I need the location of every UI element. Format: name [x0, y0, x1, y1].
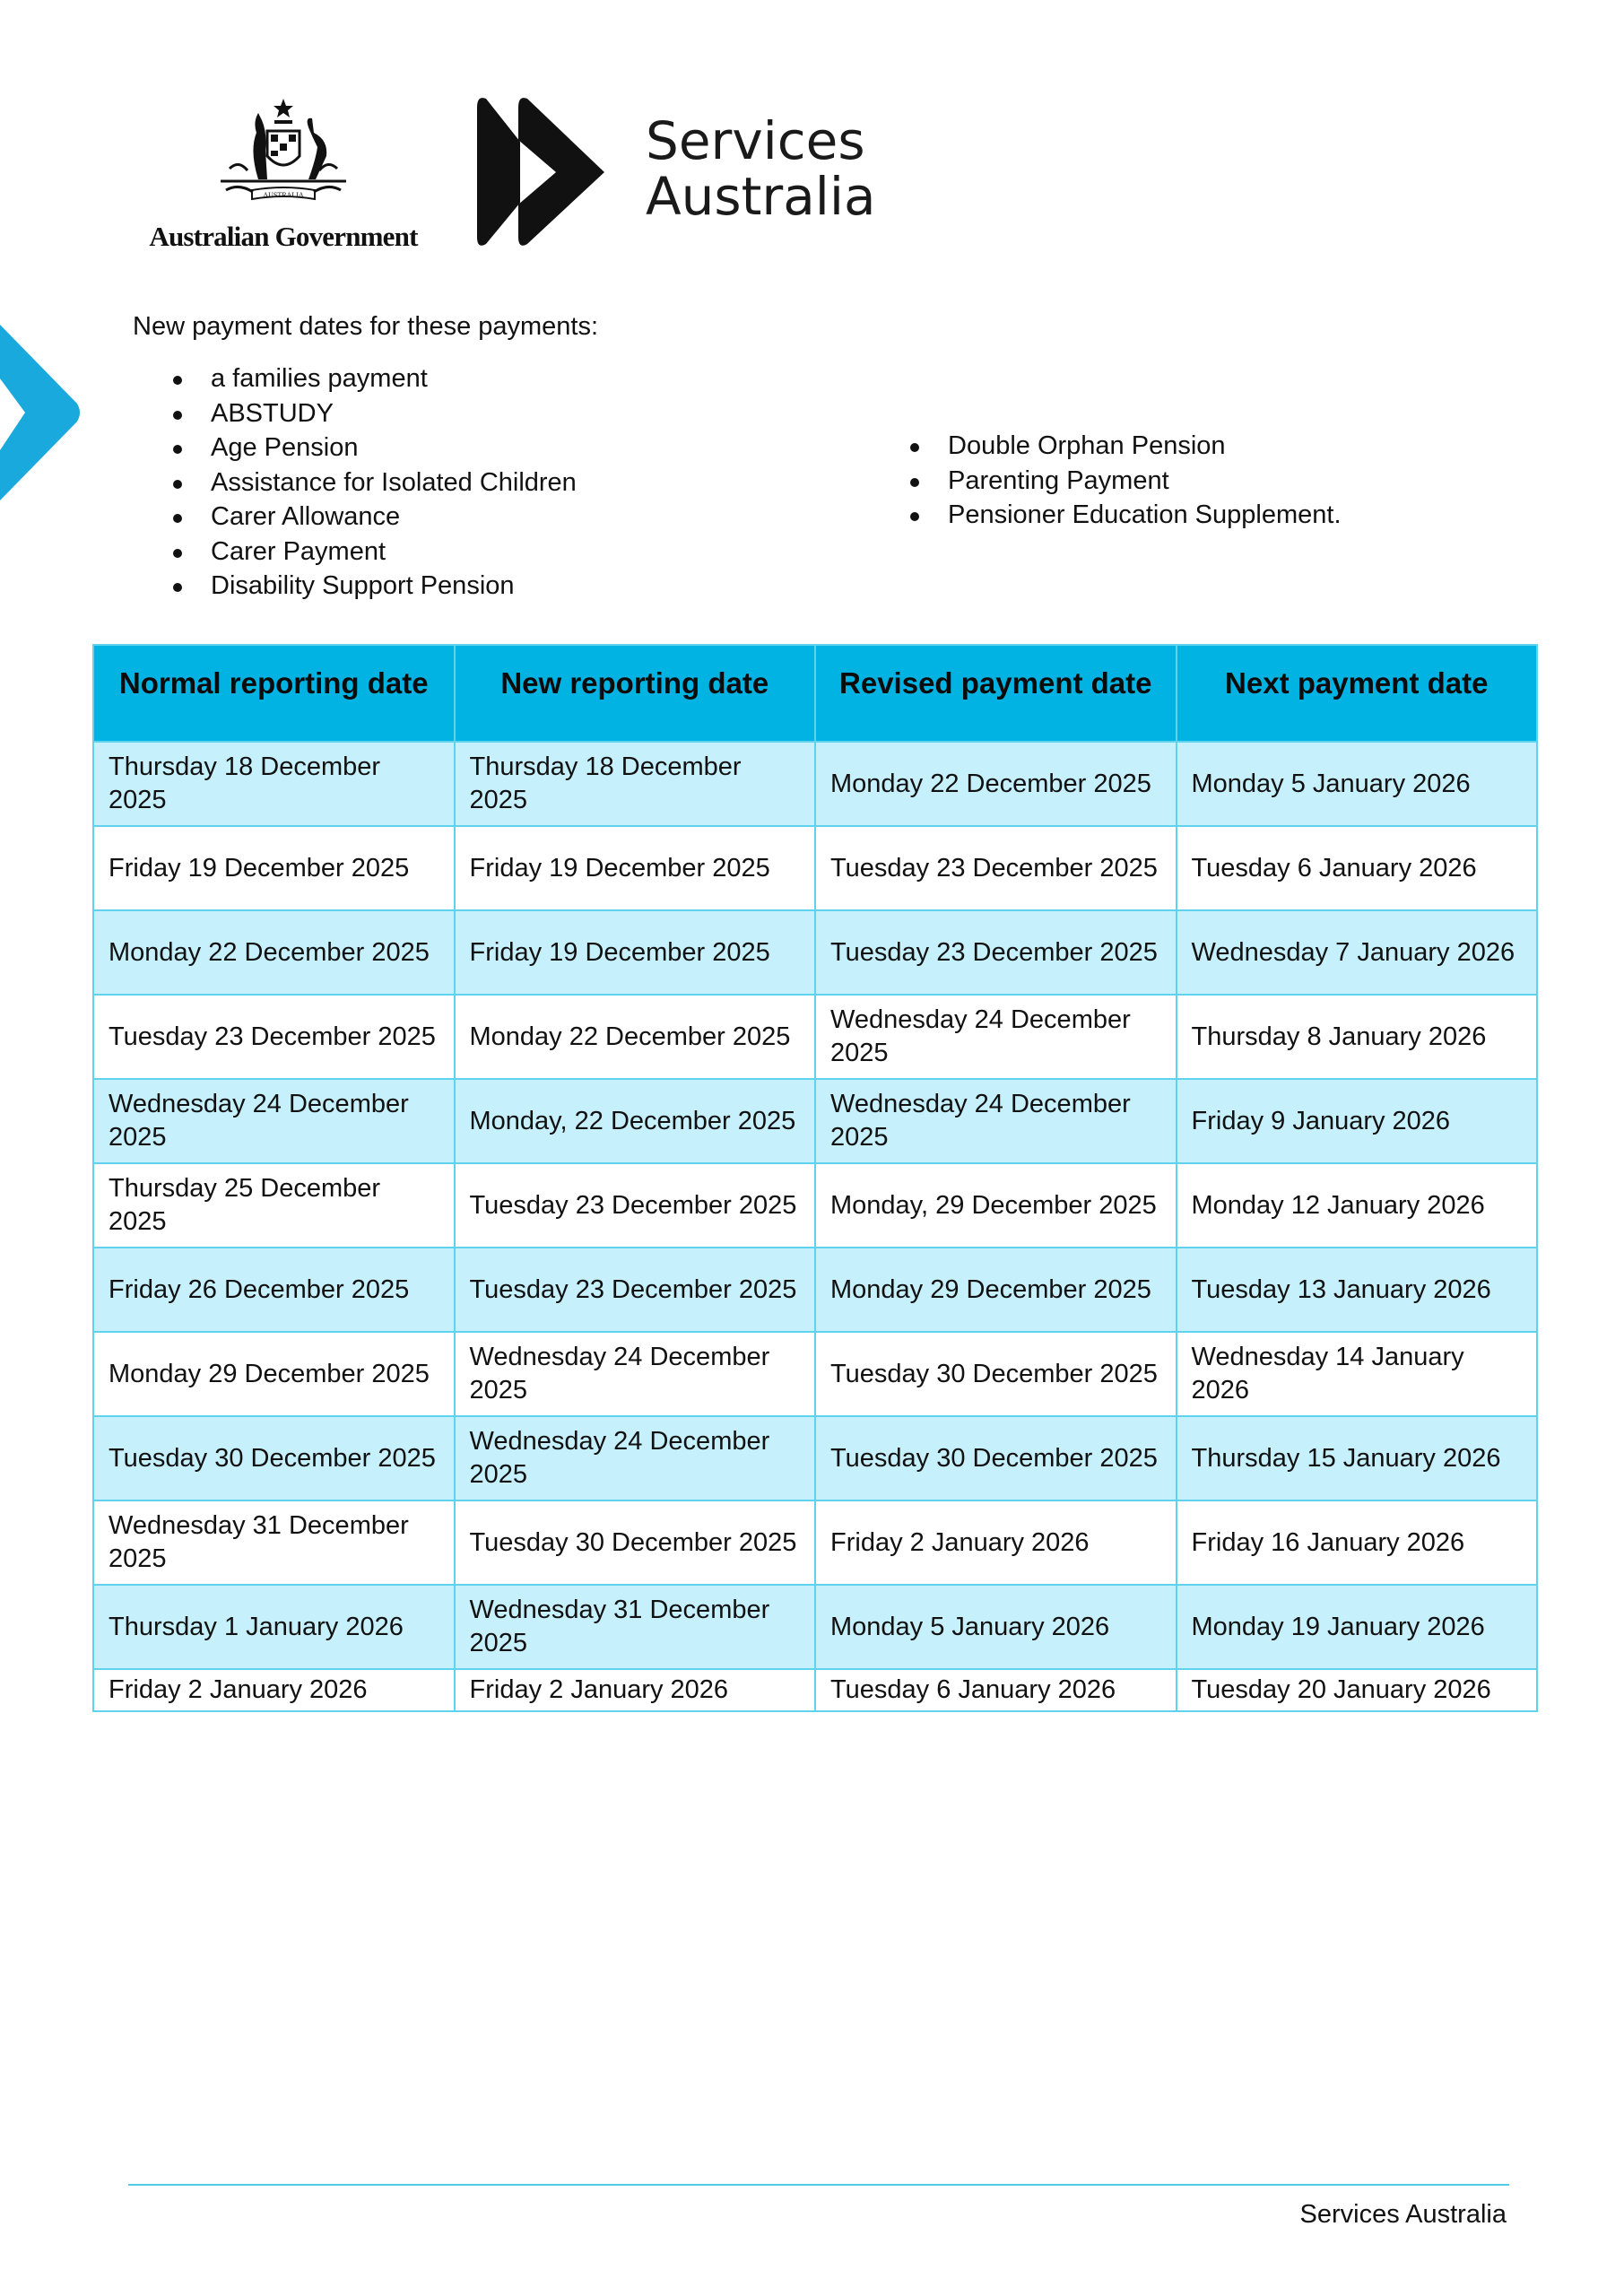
list-item: a families payment — [133, 361, 577, 396]
table-cell: Thursday 18 December 2025 — [93, 742, 455, 826]
table-cell: Tuesday 20 January 2026 — [1177, 1669, 1538, 1711]
australian-government-logo — [131, 97, 436, 258]
table-cell: Wednesday 7 January 2026 — [1177, 910, 1538, 995]
footer-text: Services Australia — [1299, 2200, 1507, 2229]
table-cell: Wednesday 14 January 2026 — [1177, 1332, 1538, 1416]
table-cell: Wednesday 24 December 2025 — [93, 1079, 455, 1163]
table-cell: Wednesday 24 December 2025 — [455, 1416, 816, 1500]
list-item: Age Pension — [133, 430, 577, 465]
list-item: Disability Support Pension — [133, 569, 577, 604]
table-cell: Friday 16 January 2026 — [1177, 1500, 1538, 1585]
services-australia-wordmark — [646, 110, 876, 227]
table-cell: Thursday 18 December 2025 — [455, 742, 816, 826]
table-cell: Monday 29 December 2025 — [93, 1332, 455, 1416]
table-cell: Thursday 8 January 2026 — [1177, 995, 1538, 1079]
table-cell: Monday, 22 December 2025 — [455, 1079, 816, 1163]
intro-text: New payment dates for these payments: — [133, 312, 599, 341]
table-cell: Monday, 29 December 2025 — [815, 1163, 1177, 1248]
coat-of-arms-icon — [203, 97, 364, 213]
table-cell: Thursday 25 December 2025 — [93, 1163, 455, 1248]
list-item: Carer Payment — [133, 535, 577, 570]
table-cell: Wednesday 24 December 2025 — [815, 1079, 1177, 1163]
table-cell: Wednesday 31 December 2025 — [93, 1500, 455, 1585]
table-cell: Thursday 15 January 2026 — [1177, 1416, 1538, 1500]
list-item: Parenting Payment — [870, 464, 1342, 499]
table-cell: Monday 12 January 2026 — [1177, 1163, 1538, 1248]
brand-line-2: Australia — [646, 166, 876, 227]
table-cell: Tuesday 30 December 2025 — [455, 1500, 816, 1585]
list-item: Pensioner Education Supplement. — [870, 498, 1342, 533]
list-item: Assistance for Isolated Children — [133, 465, 577, 500]
chevron-right-icon — [0, 325, 85, 500]
table-row — [93, 1500, 1537, 1585]
table-cell: Friday 19 December 2025 — [455, 910, 816, 995]
table-row — [93, 1163, 1537, 1248]
table-cell: Monday 5 January 2026 — [815, 1585, 1177, 1669]
table-row — [93, 826, 1537, 910]
table-cell: Tuesday 6 January 2026 — [1177, 826, 1538, 910]
table-cell: Friday 2 January 2026 — [815, 1500, 1177, 1585]
australian-government-wordmark: Australian Government — [149, 221, 418, 252]
table-cell: Tuesday 6 January 2026 — [815, 1669, 1177, 1711]
table-row — [93, 1585, 1537, 1669]
payment-dates-table — [92, 644, 1538, 1712]
table-cell: Tuesday 23 December 2025 — [455, 1248, 816, 1332]
table-cell: Tuesday 13 January 2026 — [1177, 1248, 1538, 1332]
column-header-next-payment-date: Next payment date — [1177, 645, 1538, 742]
table-cell: Monday 19 January 2026 — [1177, 1585, 1538, 1669]
table-cell: Wednesday 24 December 2025 — [815, 995, 1177, 1079]
table-cell: Wednesday 24 December 2025 — [455, 1332, 816, 1416]
services-australia-mark-icon — [473, 95, 608, 249]
table-cell: Tuesday 30 December 2025 — [815, 1416, 1177, 1500]
table-cell: Wednesday 31 December 2025 — [455, 1585, 816, 1669]
table-cell: Friday 26 December 2025 — [93, 1248, 455, 1332]
table-cell: Friday 2 January 2026 — [455, 1669, 816, 1711]
payments-list-right — [870, 429, 1342, 533]
table-cell: Tuesday 23 December 2025 — [815, 826, 1177, 910]
table-cell: Tuesday 23 December 2025 — [93, 995, 455, 1079]
list-item: Double Orphan Pension — [870, 429, 1342, 464]
table-header-row — [93, 645, 1537, 742]
column-header-revised-payment-date: Revised payment date — [815, 645, 1177, 742]
table-row — [93, 1416, 1537, 1500]
table-cell: Friday 19 December 2025 — [93, 826, 455, 910]
table-cell: Friday 19 December 2025 — [455, 826, 816, 910]
table-row — [93, 1248, 1537, 1332]
table-cell: Friday 2 January 2026 — [93, 1669, 455, 1711]
table-row — [93, 742, 1537, 826]
list-item: Carer Allowance — [133, 500, 577, 535]
table-cell: Friday 9 January 2026 — [1177, 1079, 1538, 1163]
table-row — [93, 1332, 1537, 1416]
table-cell: Monday 22 December 2025 — [815, 742, 1177, 826]
table-row — [93, 995, 1537, 1079]
column-header-normal-reporting-date: Normal reporting date — [93, 645, 455, 742]
list-item: ABSTUDY — [133, 396, 577, 431]
table-cell: Tuesday 30 December 2025 — [93, 1416, 455, 1500]
table-cell: Monday 29 December 2025 — [815, 1248, 1177, 1332]
table-cell: Monday 5 January 2026 — [1177, 742, 1538, 826]
table-row — [93, 1669, 1537, 1711]
payments-list-left — [133, 361, 577, 604]
table-row — [93, 910, 1537, 995]
table-row — [93, 1079, 1537, 1163]
brand-line-1: Services — [646, 110, 865, 171]
table-cell: Thursday 1 January 2026 — [93, 1585, 455, 1669]
table-cell: Tuesday 30 December 2025 — [815, 1332, 1177, 1416]
table-cell: Tuesday 23 December 2025 — [455, 1163, 816, 1248]
table-cell: Monday 22 December 2025 — [93, 910, 455, 995]
footer-divider — [128, 2184, 1509, 2186]
column-header-new-reporting-date: New reporting date — [455, 645, 816, 742]
crest-motto: AUSTRALIA — [263, 191, 304, 199]
table-cell: Monday 22 December 2025 — [455, 995, 816, 1079]
table-cell: Tuesday 23 December 2025 — [815, 910, 1177, 995]
